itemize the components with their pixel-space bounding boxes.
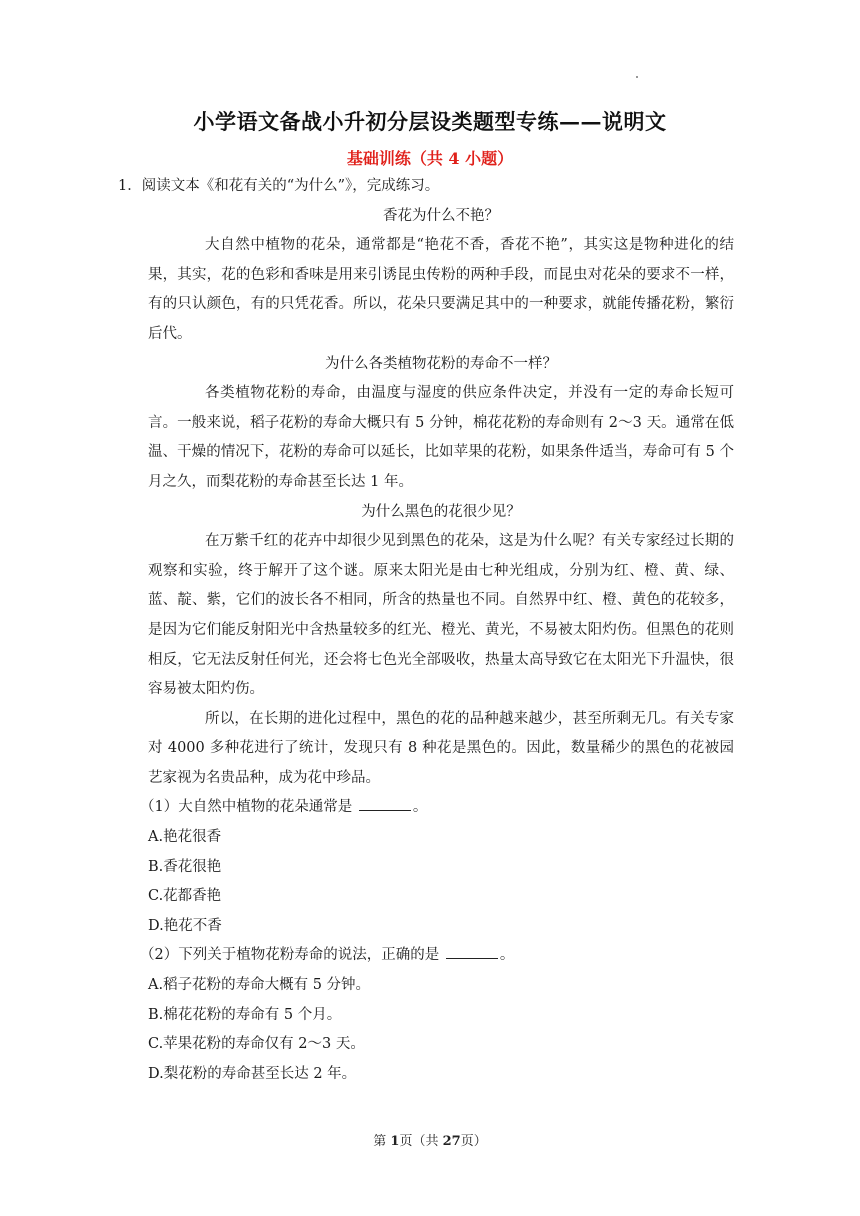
- option-d: D.艳花不香: [148, 917, 222, 934]
- page-dot-mark: [636, 76, 638, 78]
- option-a: A.稻子花粉的寿命大概有 5 分钟。: [148, 977, 371, 994]
- footer-prefix: 第: [373, 1134, 391, 1149]
- subquestion-stem-end: 。: [412, 799, 428, 816]
- subquestion-2: [140, 941, 734, 971]
- passage-paragraph: 各类植物花粉的寿命，由温度与湿度的供应条件决定，并没有一定的寿命长短可言。一般来说，稻子花粉的寿命大概只有 5 分钟，棉花花粉的寿命则有 2～3 天。通常在低温、干燥的情况下，花粉的寿命可以延长，比如苹果的花粉，如果条件适当，寿命可有 5 个月之久，而梨花粉的寿命甚至长达 1 年。: [148, 385, 734, 490]
- option-d: D.梨花粉的寿命甚至长达 2 年。: [148, 1065, 357, 1082]
- question-1: [118, 172, 734, 1089]
- passage-paragraph: 在万紫千红的花卉中却很少见到黑色的花朵，这是为什么呢？有关专家经过长期的观察和实验，终于解开了这个谜。原来太阳光是由七种光组成，分别为红、橙、黄、绿、蓝、靛、紫，它们的波长各不相同，所含的热量也不同。自然界中红、橙、黄色的花较多，是因为它们能反射阳光中含热量较多的红光、橙光、黄光，不易被太阳灼伤。但黑色的花则相反，它无法反射任何光，还会将七色光全部吸收，热量太高导致它在太阳光下升温快，很容易被太阳灼伤。: [148, 533, 734, 698]
- option-c: C.苹果花粉的寿命仅有 2～3 天。: [148, 1036, 365, 1053]
- answer-blank[interactable]: [446, 944, 498, 959]
- footer-suffix: 页）: [460, 1134, 487, 1149]
- document-title: 小学语文备战小升初分层设类题型专练——说明文: [193, 109, 667, 134]
- current-page-number: 1: [390, 1134, 400, 1149]
- subquestion-stem: （2）下列关于植物花粉寿命的说法，正确的是: [140, 947, 444, 964]
- passage-heading-3: 为什么黑色的花很少见？: [361, 503, 521, 520]
- total-pages-number: 27: [442, 1134, 461, 1149]
- section-heading: 基础训练（共 4 小题）: [346, 149, 514, 168]
- passage-heading-2: 为什么各类植物花粉的寿命不一样？: [325, 355, 557, 372]
- option-b: B.棉花花粉的寿命有 5 个月。: [148, 1006, 342, 1023]
- subquestion-stem-end: 。: [499, 947, 515, 964]
- subquestion-1: [140, 793, 734, 823]
- subquestion-stem: （1）大自然中植物的花朵通常是: [140, 799, 357, 816]
- passage-paragraph: 所以，在长期的进化过程中，黑色的花的品种越来越少，甚至所剩无几。有关专家对 4000 多种花进行了统计，发现只有 8 种花是黑色的。因此，数量稀少的黑色的花被园艺家视为名贵品种，成为花中珍品。: [148, 710, 734, 786]
- option-c: C.花都香艳: [148, 888, 222, 905]
- question-intro: 1．阅读文本《和花有关的“为什么”》，完成练习。: [118, 178, 440, 194]
- answer-blank[interactable]: [359, 796, 411, 811]
- page-footer: [0, 1130, 860, 1149]
- passage-paragraph: 大自然中植物的花朵，通常都是“艳花不香，香花不艳”，其实这是物种进化的结果，其实，花的色彩和香味是用来引诱昆虫传粉的两种手段，而昆虫对花朵的要求不一样，有的只认颜色，有的只凭花香。所以，花朵只要满足其中的一种要求，就能传播花粉，繁衍后代。: [148, 237, 734, 342]
- passage-heading-1: 香花为什么不艳？: [383, 207, 499, 224]
- option-b: B.香花很艳: [148, 858, 222, 875]
- footer-middle: 页（共: [399, 1134, 443, 1149]
- option-a: A.艳花很香: [148, 829, 222, 846]
